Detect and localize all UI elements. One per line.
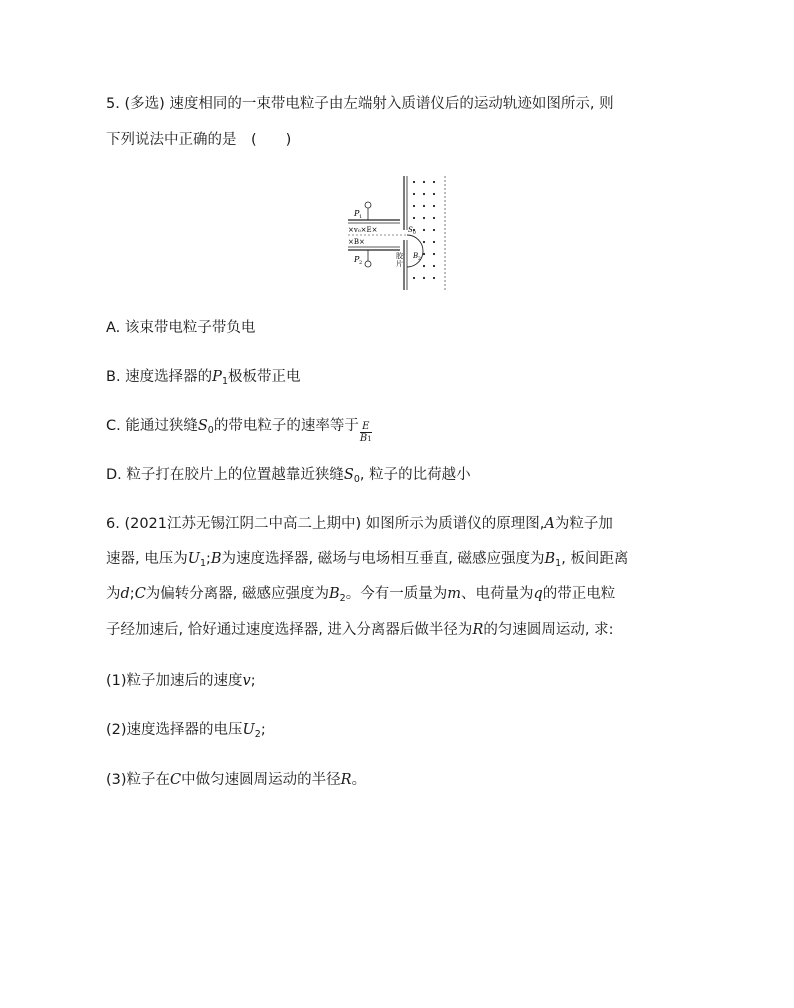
field-dot xyxy=(423,253,425,255)
q6-part1: (1)粒子加速后的速度v; xyxy=(106,673,256,689)
q5-stem-line2: 下列说法中正确的是 ( ) xyxy=(106,132,292,148)
label-film-1: 胶 xyxy=(396,252,403,260)
label-p1: P xyxy=(354,209,360,218)
field-dot xyxy=(433,217,435,219)
q5-stem-line1: 5. (多选) 速度相同的一束带电粒子由左端射入质谱仪后的运动轨迹如图所示, 则 xyxy=(106,96,614,112)
mass-spectrometer-figure xyxy=(344,176,448,294)
field-dot xyxy=(413,205,415,207)
field-dot xyxy=(413,217,415,219)
field-dot xyxy=(413,181,415,183)
field-dot xyxy=(413,277,415,279)
label-b2: B xyxy=(413,252,419,260)
field-dot xyxy=(433,241,435,243)
mass-spectrometer-diagram xyxy=(344,176,448,290)
field-dot xyxy=(413,193,415,195)
fraction-e-over-b1: $\frac{E}{B1}$ xyxy=(359,421,372,444)
field-dot xyxy=(423,181,425,183)
field-dot xyxy=(423,265,425,267)
field-dot xyxy=(433,229,435,231)
label-film-2: 片 xyxy=(396,260,403,268)
field-dot xyxy=(423,217,425,219)
q6-line4: 子经加速后, 恰好通过速度选择器, 进入分离器后做半径为R的匀速圆周运动, 求: xyxy=(106,622,614,638)
field-dot xyxy=(433,265,435,267)
label-p1-sub: 1 xyxy=(359,214,363,220)
label-row2: ×B× xyxy=(348,238,365,246)
q6-line2: 速器, 电压为$U_1;B$为速度选择器, 磁场与电场相互垂直, 磁感应强度为$B_1$, 板间距离 xyxy=(106,551,629,569)
q6-part2: (2)速度选择器的电压$U_2$; xyxy=(106,722,266,740)
field-dot xyxy=(423,229,425,231)
q5-option-d: D. 粒子打在胶片上的位置越靠近狭缝$S_0$, 粒子的比荷越小 xyxy=(106,467,471,485)
q6-line1: 6. (2021江苏无锡江阴二中高二上期中) 如图所示为质谱仪的原理图,A为粒子加 xyxy=(106,516,613,532)
label-s0-sub: 0 xyxy=(413,231,416,236)
label-s0: S xyxy=(408,226,413,234)
q6-part3: (3)粒子在C中做匀速圆周运动的半径R。 xyxy=(106,772,367,788)
field-dot xyxy=(433,181,435,183)
label-row1: ×v₀×E× xyxy=(348,226,378,234)
field-dot xyxy=(423,205,425,207)
q5-option-c: C. 能通过狭缝$S_0$的带电粒子的速率等于 $\frac{E}{B1}$ xyxy=(106,418,372,444)
label-p2-sub: 2 xyxy=(359,260,363,266)
q5-option-a: A. 该束带电粒子带负电 xyxy=(106,320,256,336)
label-p2: P xyxy=(354,255,360,264)
q6-line3: 为d;C为偏转分离器, 磁感应强度为$B_2$。今有一质量为m、电荷量为q的带正电粒 xyxy=(106,586,616,604)
q5-option-b: B. 速度选择器的$P_1$极板带正电 xyxy=(106,369,301,387)
field-dot xyxy=(423,241,425,243)
label-b2-sub: 2 xyxy=(418,257,421,262)
field-dot xyxy=(433,277,435,279)
field-dot xyxy=(433,253,435,255)
field-dot xyxy=(433,205,435,207)
field-dot xyxy=(423,193,425,195)
field-dot xyxy=(433,193,435,195)
field-dot xyxy=(423,277,425,279)
